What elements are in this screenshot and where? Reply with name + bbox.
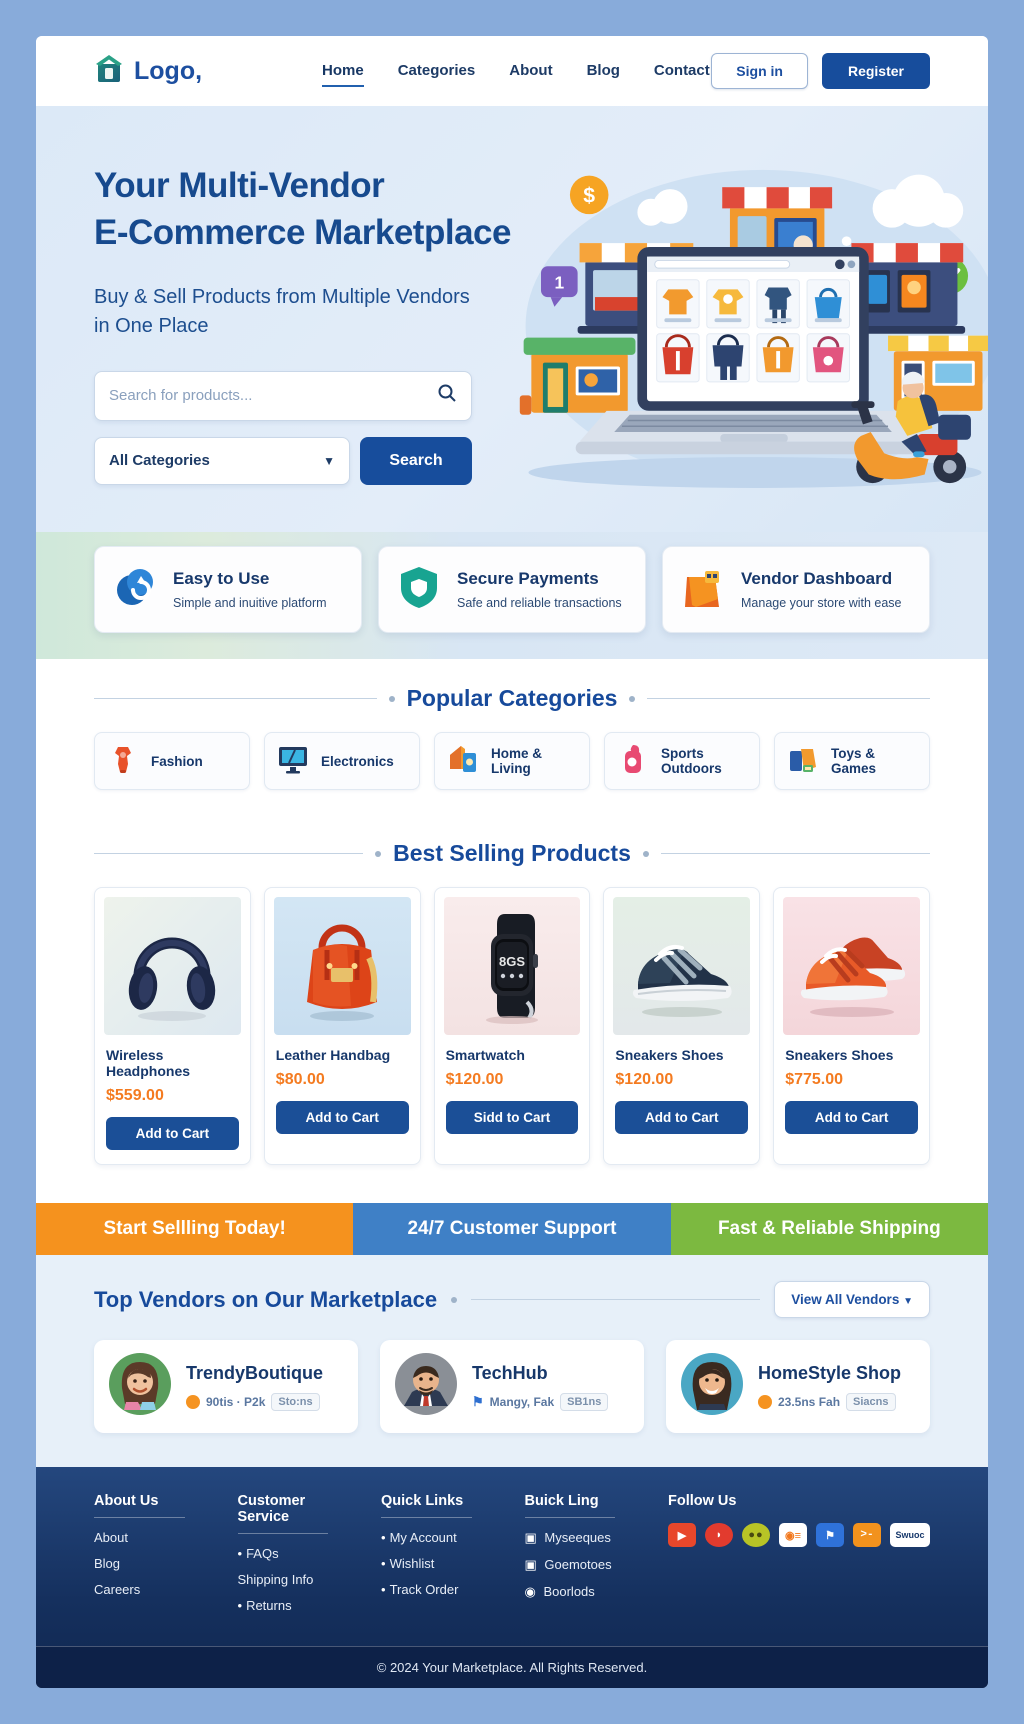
category-grid bbox=[94, 732, 930, 806]
stores-chip: Siacns bbox=[846, 1393, 895, 1411]
products-section-title: Best Selling Products bbox=[393, 840, 631, 866]
product-price: $559.00 bbox=[106, 1087, 164, 1104]
footer-link[interactable]: About bbox=[94, 1530, 128, 1545]
hero-title: Your Multi-Vendor E-Commerce Marketplace bbox=[94, 166, 511, 253]
sneakers-navy-image bbox=[613, 897, 750, 1035]
shield-icon bbox=[395, 563, 443, 616]
categories-section-title: Popular Categories bbox=[406, 685, 618, 711]
feature-title: Vendor Dashboard bbox=[741, 569, 893, 588]
divider-dot bbox=[643, 851, 649, 857]
footer-link[interactable]: Blog bbox=[94, 1556, 121, 1571]
chevron-down-icon: ▼ bbox=[323, 453, 335, 468]
stores-chip: Sto:ns bbox=[271, 1393, 319, 1411]
divider-dot bbox=[451, 1297, 457, 1303]
product-name: Wireless Headphones bbox=[106, 1047, 191, 1079]
add-to-cart-button[interactable]: Add to Cart bbox=[785, 1101, 918, 1134]
feature-subtitle: Safe and reliable transactions bbox=[457, 596, 622, 610]
bullet-icon: • bbox=[237, 1546, 243, 1561]
search-button[interactable]: Search bbox=[360, 437, 472, 485]
hero-illustration bbox=[514, 150, 988, 502]
vendor-meta: ⚑ Mangy, Fak SB1ns bbox=[472, 1393, 608, 1411]
home-icon bbox=[445, 741, 481, 782]
vendor-name: HomeStyle Shop bbox=[758, 1362, 902, 1383]
product-search-bar bbox=[94, 371, 472, 421]
divider-dot bbox=[389, 696, 395, 702]
add-to-cart-button[interactable]: Add to Cart bbox=[106, 1117, 239, 1150]
smartwatch-image bbox=[444, 897, 581, 1035]
hero-section bbox=[36, 106, 988, 532]
badge-icon[interactable]: Swuoc bbox=[890, 1523, 930, 1547]
nav-categories[interactable]: Categories bbox=[397, 61, 476, 79]
marketplace-page bbox=[36, 36, 988, 1688]
view-all-vendors-button[interactable]: View All Vendors ▼ bbox=[774, 1281, 930, 1318]
search-input[interactable] bbox=[109, 387, 437, 404]
social-icons-row bbox=[668, 1523, 930, 1547]
vendor-card-trendyboutique[interactable] bbox=[94, 1340, 358, 1433]
product-grid bbox=[94, 887, 930, 1195]
footer-col-buick-ling: Buick Ling ▣ Myseeques ▣ Goemotoes ◉ Boorlods bbox=[525, 1493, 639, 1624]
vendor-card-techhub[interactable] bbox=[380, 1340, 644, 1433]
logo[interactable] bbox=[92, 52, 202, 91]
promo-banners bbox=[36, 1203, 988, 1255]
product-card-sneakers-orange[interactable] bbox=[773, 887, 930, 1165]
monitor-icon bbox=[275, 741, 311, 782]
header-actions bbox=[711, 53, 930, 89]
nav-home[interactable]: Home bbox=[322, 56, 364, 87]
hero-subtitle: Buy & Sell Products from Multiple Vendors in One Place bbox=[94, 285, 470, 337]
add-to-cart-button[interactable]: Sidd to Cart bbox=[446, 1101, 579, 1134]
product-card-handbag[interactable] bbox=[264, 887, 421, 1165]
divider bbox=[94, 698, 377, 699]
bullet-icon: • bbox=[237, 1598, 243, 1613]
bullet-icon: • bbox=[381, 1582, 386, 1597]
category-sports-outdoors[interactable]: Sports Outdoors bbox=[604, 732, 760, 790]
divider-dot bbox=[629, 696, 635, 702]
dribbble-icon[interactable]: ◗ bbox=[705, 1523, 733, 1547]
product-card-smartwatch[interactable] bbox=[434, 887, 591, 1165]
divider bbox=[647, 698, 930, 699]
footer bbox=[36, 1467, 988, 1688]
footer-link[interactable]: ◉ Boorlods bbox=[524, 1584, 595, 1599]
feature-vendor-dashboard[interactable] bbox=[662, 546, 930, 633]
coin-icon bbox=[570, 176, 609, 215]
bookmark-icon: ▣ bbox=[524, 1530, 541, 1545]
nav-contact[interactable]: Contact bbox=[653, 61, 710, 79]
banner-customer-support[interactable]: 24/7 Customer Support bbox=[353, 1203, 670, 1255]
category-home-living[interactable]: Home & Living bbox=[434, 732, 590, 790]
headphones-image bbox=[104, 897, 241, 1035]
feature-secure-payments[interactable] bbox=[378, 546, 646, 633]
shop-logo-icon bbox=[92, 52, 126, 91]
dots-icon[interactable]: ●● bbox=[742, 1523, 770, 1547]
product-price: $120.00 bbox=[615, 1071, 674, 1088]
vendors-section-title: Top Vendors on Our Marketplace bbox=[94, 1286, 438, 1312]
divider bbox=[94, 853, 363, 854]
vendor-meta: 23.5ns Fah Siacns bbox=[758, 1393, 901, 1411]
bullet-icon: • bbox=[381, 1556, 386, 1571]
category-dropdown[interactable]: All Categories ▼ bbox=[94, 437, 350, 485]
facebook-icon[interactable]: ⚑ bbox=[816, 1523, 844, 1547]
main-nav bbox=[322, 56, 710, 87]
product-price: $80.00 bbox=[275, 1071, 325, 1088]
product-name: Smartwatch bbox=[445, 1047, 525, 1063]
rating-dot-icon bbox=[186, 1395, 200, 1409]
feature-title: Secure Payments bbox=[457, 569, 599, 588]
footer-link[interactable]: • Wishlist bbox=[381, 1556, 435, 1571]
svg-text:$: $ bbox=[583, 184, 596, 208]
product-name: Sneakers Shoes bbox=[615, 1047, 724, 1063]
blocks-icon bbox=[785, 741, 821, 782]
handbag-image bbox=[274, 897, 411, 1035]
bottle-icon bbox=[615, 741, 651, 782]
category-electronics[interactable]: Electronics bbox=[264, 732, 420, 790]
hero-copy bbox=[94, 150, 514, 502]
sign-in-button[interactable]: Sign in bbox=[711, 53, 808, 89]
svg-text:1: 1 bbox=[554, 272, 565, 293]
footer-col-quick-links: Quick Links • My Account • Wishlist • Track Order bbox=[381, 1493, 495, 1624]
product-name: Sneakers Shoes bbox=[785, 1047, 894, 1063]
footer-link[interactable]: ▣ Goemotoes bbox=[524, 1557, 612, 1572]
footer-link[interactable]: • Returns bbox=[237, 1598, 292, 1613]
banner-start-selling[interactable]: Start Sellling Today! bbox=[36, 1203, 353, 1255]
footer-col-about: About Us About Blog Careers bbox=[94, 1493, 208, 1624]
add-to-cart-button[interactable]: Add to Cart bbox=[276, 1101, 409, 1134]
flag-icon: ⚑ bbox=[472, 1393, 484, 1409]
feature-subtitle: Manage your store with ease bbox=[741, 596, 902, 610]
svg-text:8GS: 8GS bbox=[498, 954, 525, 969]
divider bbox=[661, 853, 930, 854]
feature-subtitle: Simple and inuitive platform bbox=[173, 596, 327, 610]
product-price: $120.00 bbox=[445, 1071, 504, 1088]
features-row bbox=[36, 532, 988, 659]
vendor-card-homestyle[interactable] bbox=[666, 1340, 930, 1433]
instagram-icon[interactable]: ◉≡ bbox=[779, 1523, 807, 1547]
banner-fast-shipping[interactable]: Fast & Reliable Shipping bbox=[671, 1203, 988, 1255]
feature-easy-to-use[interactable] bbox=[94, 546, 362, 633]
divider-dot bbox=[375, 851, 381, 857]
terminal-icon[interactable]: >- bbox=[853, 1523, 881, 1547]
top-vendors-section bbox=[36, 1255, 988, 1467]
vendor-meta: 90tis · P2k Sto:ns bbox=[186, 1393, 323, 1411]
footer-col-customer-service: Customer Service • FAQs Shipping Info • Returns bbox=[238, 1493, 352, 1624]
popular-categories-section bbox=[36, 659, 988, 814]
header bbox=[36, 36, 988, 106]
stores-chip: SB1ns bbox=[560, 1393, 608, 1411]
footer-link[interactable]: ▣ Myseeques bbox=[524, 1530, 611, 1545]
copyright-bar bbox=[36, 1646, 988, 1688]
footer-link[interactable]: • FAQs bbox=[237, 1546, 279, 1561]
footer-link[interactable]: Careers bbox=[94, 1582, 141, 1597]
add-to-cart-button[interactable]: Add to Cart bbox=[615, 1101, 748, 1134]
register-button[interactable]: Register bbox=[822, 53, 930, 89]
sync-circle-icon bbox=[111, 563, 159, 616]
search-icon[interactable] bbox=[437, 383, 457, 408]
feature-title: Easy to Use bbox=[173, 569, 270, 588]
mannequin-icon bbox=[105, 741, 141, 782]
shopping-bag-icon bbox=[679, 563, 727, 616]
product-price: $775.00 bbox=[785, 1071, 844, 1088]
footer-link[interactable]: • Track Order bbox=[381, 1582, 459, 1597]
product-card-headphones[interactable] bbox=[94, 887, 251, 1165]
copyright-text: © 2024 Your Marketplace. All Rights Reserved. bbox=[376, 1660, 648, 1675]
divider bbox=[471, 1299, 760, 1300]
vendor-avatar bbox=[680, 1352, 744, 1421]
bookmark-icon: ▣ bbox=[524, 1557, 541, 1572]
target-icon: ◉ bbox=[524, 1584, 540, 1599]
rating-dot-icon bbox=[758, 1395, 772, 1409]
product-card-sneakers-navy[interactable] bbox=[603, 887, 760, 1165]
vendor-grid bbox=[94, 1340, 930, 1433]
bullet-icon: • bbox=[381, 1530, 386, 1545]
storefront-green-roof bbox=[520, 338, 636, 415]
footer-col-follow-us: Follow Us ▶ ◗ ●● ◉≡ ⚑ >- Swuoc bbox=[668, 1493, 930, 1624]
category-toys-games[interactable]: Toys & Games bbox=[774, 732, 930, 790]
sneakers-orange-image bbox=[783, 897, 920, 1035]
nav-about[interactable]: About bbox=[509, 61, 553, 79]
vendor-name: TrendyBoutique bbox=[186, 1362, 324, 1383]
best-selling-section bbox=[36, 814, 988, 1203]
category-fashion[interactable]: Fashion bbox=[94, 732, 250, 790]
chevron-down-icon: ▼ bbox=[903, 1296, 913, 1307]
nav-blog[interactable]: Blog bbox=[586, 61, 620, 79]
product-name: Leather Handbag bbox=[275, 1047, 391, 1063]
youtube-icon[interactable]: ▶ bbox=[668, 1523, 696, 1547]
vendor-avatar bbox=[108, 1352, 172, 1421]
vendor-avatar bbox=[394, 1352, 458, 1421]
footer-link[interactable]: • My Account bbox=[381, 1530, 457, 1545]
footer-link[interactable]: Shipping Info bbox=[237, 1572, 314, 1587]
vendor-name: TechHub bbox=[472, 1362, 548, 1383]
logo-text: Logo, bbox=[134, 56, 203, 85]
